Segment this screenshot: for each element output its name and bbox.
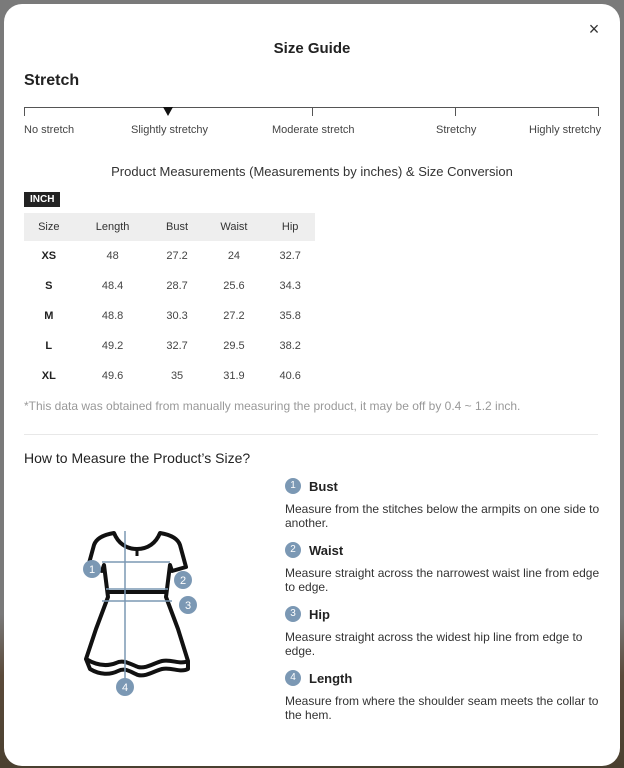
- length-cell: 48.8: [101, 310, 124, 322]
- waist-cell: 24: [227, 250, 241, 262]
- bust-cell: 35: [170, 370, 184, 382]
- waist-cell: 29.5: [223, 340, 245, 352]
- measure-steps: [285, 476, 605, 732]
- col-waist: Waist: [203, 213, 266, 241]
- step-number-badge: 2: [285, 542, 301, 558]
- step-desc: Measure from the stitches below the armpits on one side to another.: [285, 502, 600, 530]
- col-hip: Hip: [265, 213, 315, 241]
- svg-text:2: 2: [179, 575, 187, 587]
- stretch-label-slight: Slightly stretchy: [131, 124, 209, 136]
- unit-badge[interactable]: INCH: [24, 192, 60, 207]
- modal-title: Size Guide: [273, 40, 351, 57]
- size-cell: XS: [41, 250, 57, 262]
- length-cell: 49.2: [101, 340, 124, 352]
- hip-cell: 34.3: [279, 280, 301, 292]
- hip-cell: 35.8: [279, 310, 301, 322]
- scale-tick: [24, 107, 25, 116]
- stretch-label-high: Highly stretchy: [529, 124, 602, 136]
- step-number-badge: 4: [285, 670, 301, 686]
- col-length: Length: [74, 213, 152, 241]
- size-cell: XL: [41, 370, 56, 382]
- size-cell: S: [45, 280, 53, 292]
- step-name: Bust: [309, 478, 338, 494]
- divider: [24, 434, 598, 435]
- table-row: [24, 271, 315, 301]
- table-row: [24, 241, 315, 271]
- table-row: [24, 361, 315, 391]
- stretch-scale: [25, 107, 599, 116]
- hip-cell: 40.6: [279, 370, 301, 382]
- table-row: [24, 301, 315, 331]
- scale-tick: [455, 107, 456, 116]
- hip-cell: 38.2: [279, 340, 301, 352]
- waist-cell: 31.9: [223, 370, 245, 382]
- step-number-badge: 3: [285, 606, 301, 622]
- step-length: [285, 668, 605, 722]
- waist-cell: 27.2: [223, 310, 245, 322]
- dress-diagram-icon: [72, 519, 202, 699]
- how-to-title: How to Measure the Product’s Size?: [24, 450, 251, 466]
- size-cell: M: [44, 310, 54, 322]
- length-cell: 49.6: [101, 370, 124, 382]
- size-cell: L: [45, 340, 53, 352]
- step-name: Hip: [309, 606, 330, 622]
- step-desc: Measure straight across the narrowest waist line from edge to edge.: [285, 566, 600, 594]
- step-hip: [285, 604, 605, 658]
- stretch-label-moderate: Moderate stretch: [272, 124, 355, 136]
- stretch-title: Stretch: [24, 72, 80, 89]
- measurement-note: *This data was obtained from manually measuring the product, it may be off by 0.4 ~ 1.2 inch.: [24, 399, 521, 413]
- waist-cell: 25.6: [223, 280, 245, 292]
- svg-text:3: 3: [184, 600, 192, 612]
- svg-text:4: 4: [121, 682, 129, 694]
- step-desc: Measure from where the shoulder seam meets the collar to the hem.: [285, 694, 599, 722]
- hip-cell: 32.7: [279, 250, 301, 262]
- step-name: Length: [309, 670, 353, 686]
- scale-tick: [598, 107, 599, 116]
- col-size: Size: [24, 213, 74, 241]
- step-name: Waist: [309, 542, 344, 558]
- svg-text:1: 1: [88, 564, 96, 576]
- scale-tick: [312, 107, 313, 116]
- col-bust: Bust: [152, 213, 203, 241]
- bust-cell: 28.7: [166, 280, 188, 292]
- bust-cell: 32.7: [166, 340, 188, 352]
- stretch-label-none: No stretch: [24, 124, 75, 136]
- stretch-marker-icon: [163, 107, 173, 116]
- table-row: [24, 331, 315, 361]
- length-cell: 48: [106, 250, 119, 262]
- bust-cell: 27.2: [166, 250, 188, 262]
- measurements-title: Product Measurements (Measurements by inches) & Size Conversion: [111, 164, 513, 179]
- table-header-row: [24, 213, 315, 241]
- step-bust: [285, 476, 605, 530]
- step-desc: Measure straight across the widest hip line from edge to edge.: [285, 630, 583, 658]
- close-icon[interactable]: ×: [588, 19, 600, 39]
- size-guide-modal: [4, 4, 620, 766]
- stretch-label-stretchy: Stretchy: [436, 124, 477, 136]
- length-cell: 48.4: [101, 280, 124, 292]
- step-waist: [285, 540, 605, 594]
- step-number-badge: 1: [285, 478, 301, 494]
- bust-cell: 30.3: [166, 310, 188, 322]
- size-table: [24, 213, 315, 391]
